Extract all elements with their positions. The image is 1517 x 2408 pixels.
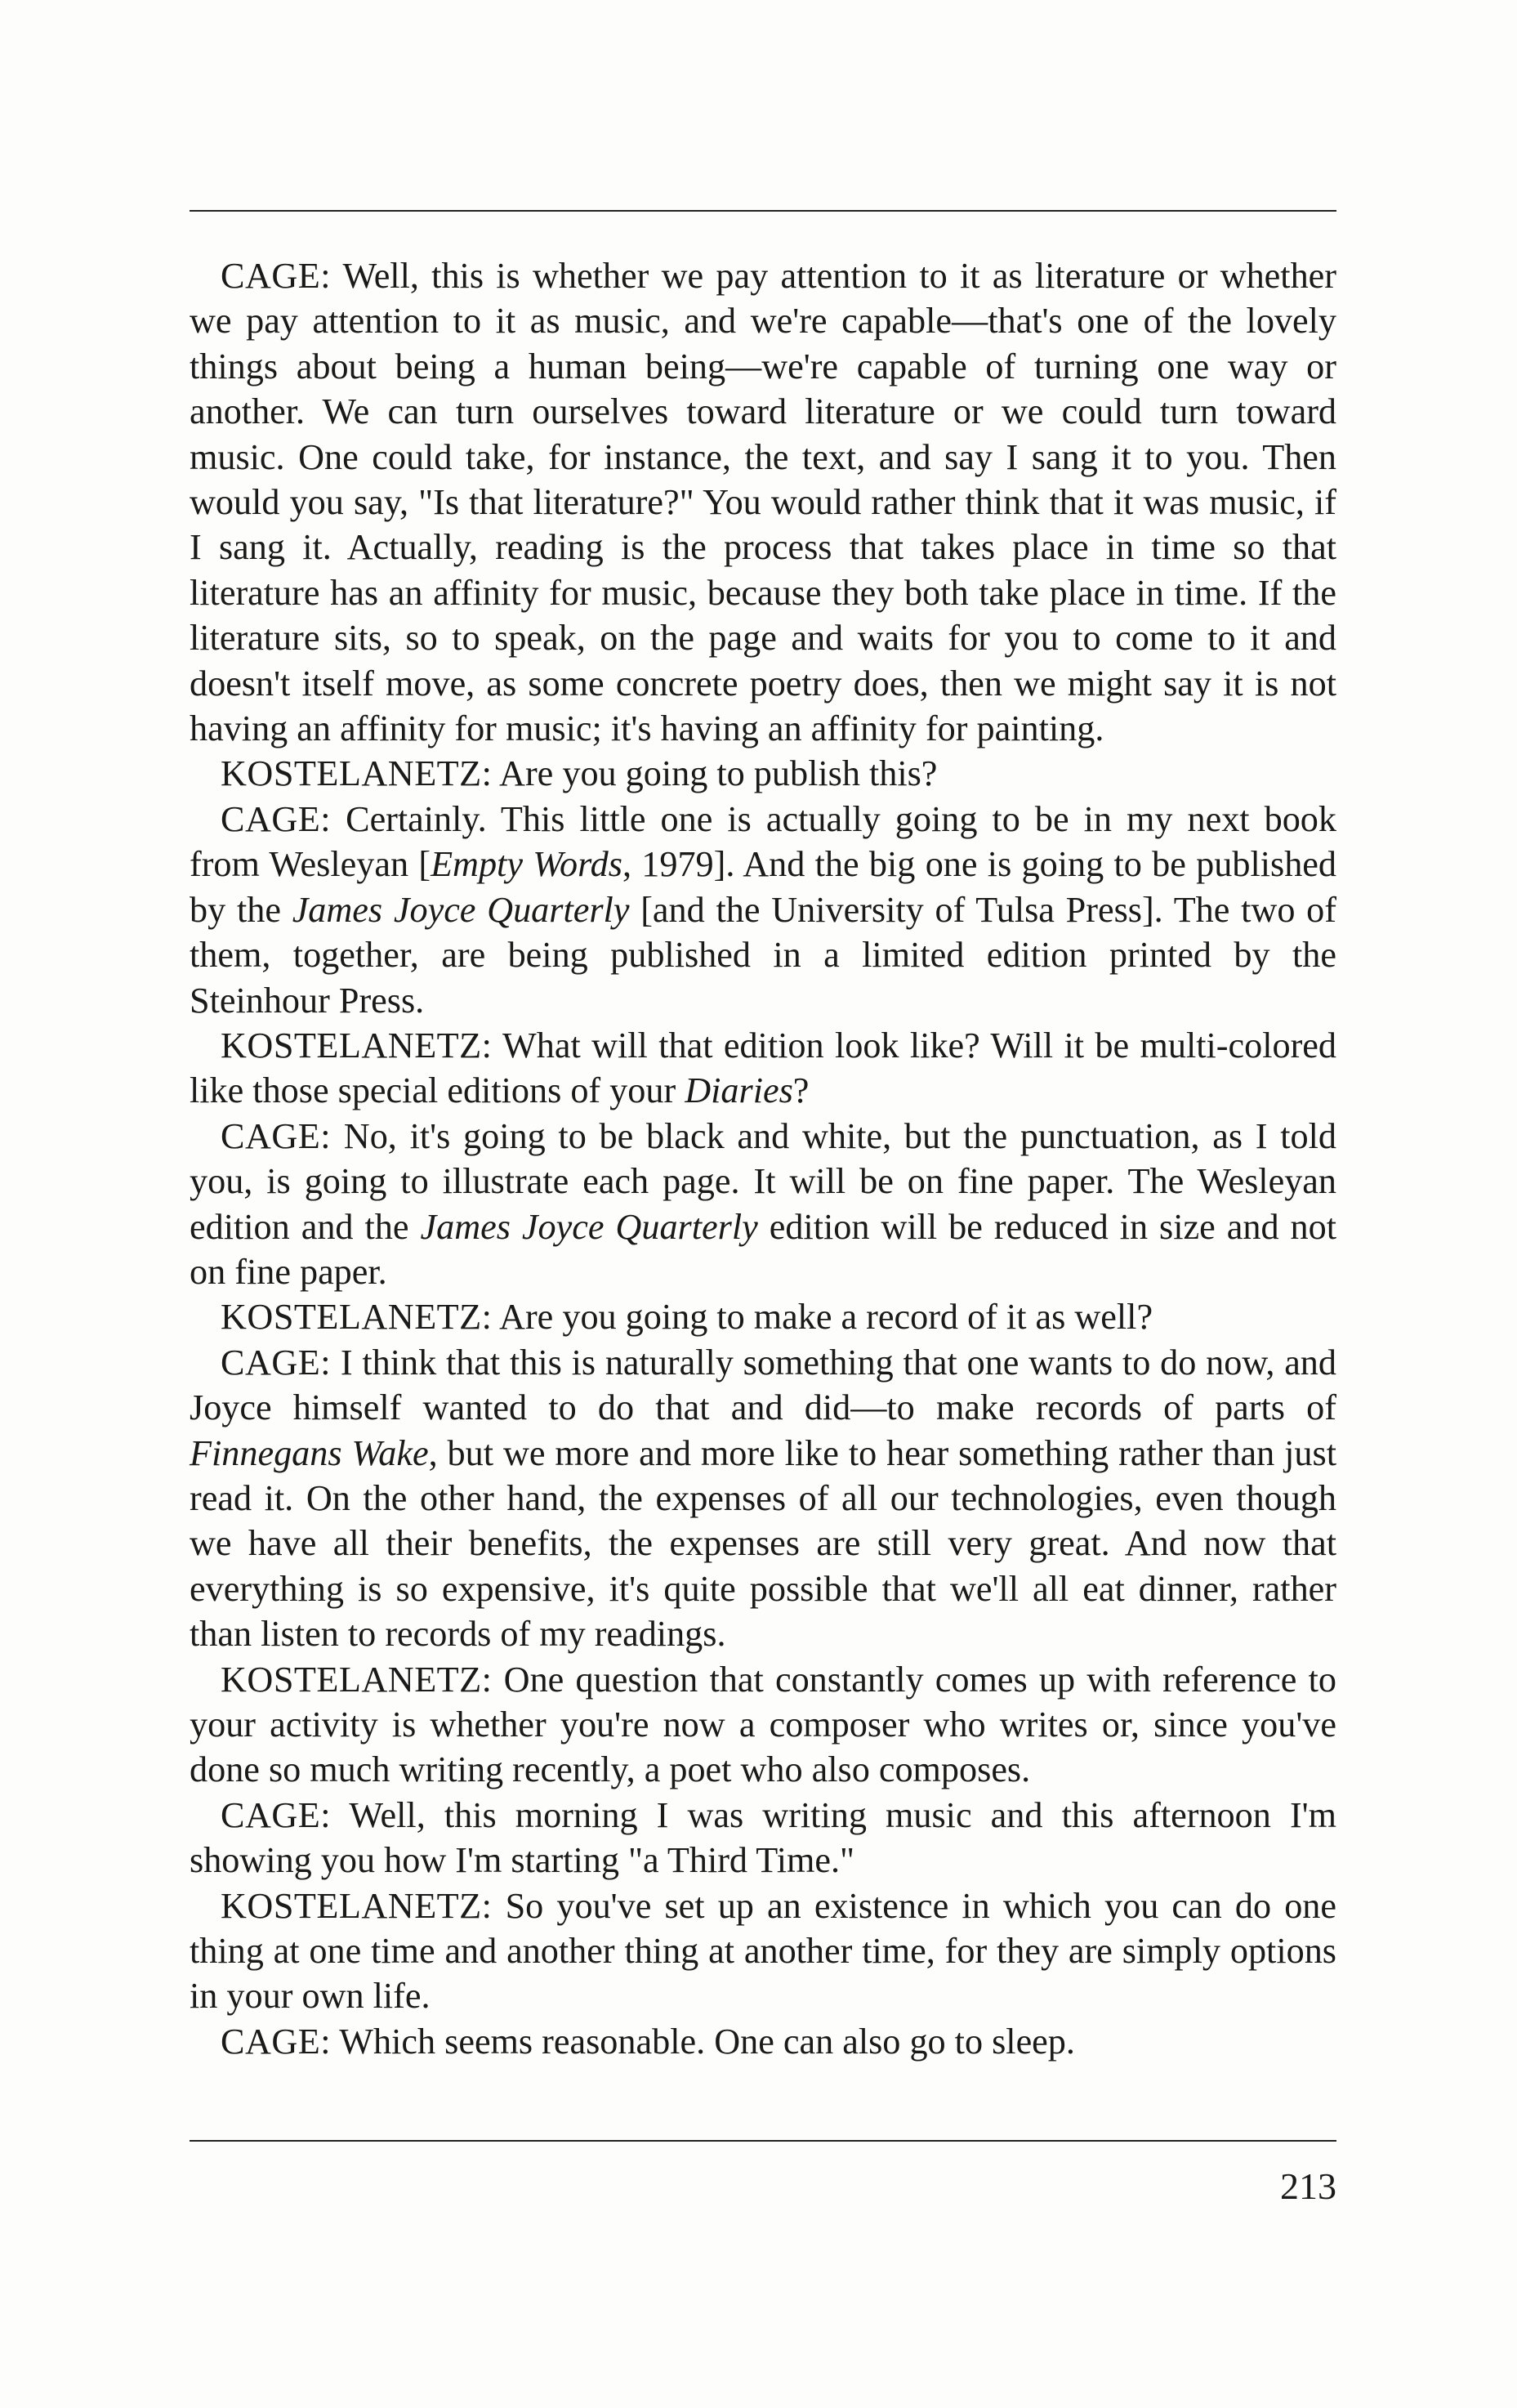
paragraph-3	[190, 797, 1336, 1023]
title-finnegans-wake: Finnegans Wake	[190, 1432, 429, 1473]
top-rule	[190, 210, 1336, 212]
paragraph-text: ?	[792, 1070, 810, 1111]
paragraph-text: Which seems reasonable. One can also go to sleep.	[331, 2021, 1075, 2062]
paragraph-text: Are you going to publish this?	[492, 753, 938, 794]
speaker-label: CAGE:	[221, 1342, 332, 1383]
speaker-label: KOSTELANETZ:	[221, 1025, 493, 1066]
paragraph-text: [and the University of Tulsa Press]. The two of them, together, are being published in a limited edition printed by the Steinhour Press.	[190, 889, 1336, 1021]
paragraph-6	[190, 1294, 1336, 1339]
speaker-label: KOSTELANETZ:	[221, 1659, 493, 1700]
paragraph-text: Are you going to make a record of it as well?	[492, 1297, 1153, 1338]
paragraph-text: edition will be reduced in size and not on fine paper.	[190, 1206, 1336, 1292]
paragraph-4	[190, 1023, 1336, 1114]
speaker-label: CAGE:	[221, 256, 332, 296]
paragraph-10	[190, 1883, 1336, 2019]
speaker-label: CAGE:	[221, 1115, 332, 1156]
paragraph-11	[190, 2019, 1336, 2064]
paragraph-text: Well, this morning I was writing music and this afternoon I'm showing you how I'm starting "a Third Time."	[190, 1794, 1336, 1881]
title-empty-words: Empty Words	[431, 844, 622, 885]
paragraph-7	[190, 1340, 1336, 1657]
paragraph-text: So you've set up an existence in which you can do one thing at one time and another thing at another time, for they are simply options in your own life.	[190, 1885, 1336, 2017]
paragraph-text: , but we more and more like to hear something rather than just read it. On the other hand, the expenses of all our technologies, even though we have all their benefits, the expenses are still very great. And now that everything is so expensive, it's quite possible that we'll all eat dinner, rather than listen to records of my readings.	[190, 1432, 1336, 1655]
paragraph-8	[190, 1657, 1336, 1793]
speaker-label: KOSTELANETZ:	[221, 1885, 493, 1926]
paragraph-text: Certainly. This little one is actually going to be in my next book from Wesleyan [	[190, 798, 1336, 885]
paragraph-2	[190, 751, 1336, 796]
paragraph-text: I think that this is naturally something that one wants to do now, and Joyce himself wanted to do that and did—to make records of parts of	[190, 1342, 1336, 1428]
speaker-label: KOSTELANETZ:	[221, 753, 493, 794]
paragraph-text: What will that edition look like? Will it be multi-colored like those special editions of your	[190, 1025, 1336, 1111]
title-james-joyce-quarterly: James Joyce Quarterly	[292, 889, 630, 930]
paragraph-text: , 1979]. And the big one is going to be published by the	[190, 844, 1336, 930]
speaker-label: CAGE:	[221, 1794, 332, 1835]
paragraph-1	[190, 253, 1336, 751]
paragraph-text: One question that constantly comes up with reference to your activity is whether you're now a composer who writes or, since you've done so much writing recently, a poet who also composes.	[190, 1659, 1336, 1790]
title-diaries: Diaries	[685, 1070, 793, 1111]
title-james-joyce-quarterly: James Joyce Quarterly	[420, 1206, 758, 1247]
page-number: 213	[1280, 2165, 1336, 2207]
speaker-label: CAGE:	[221, 798, 332, 839]
speaker-label: KOSTELANETZ:	[221, 1297, 493, 1338]
bottom-rule	[190, 2140, 1336, 2142]
paragraph-text: No, it's going to be black and white, but the punctuation, as I told you, is going to illustrate each page. It will be on fine paper. The Wesleyan edition and the	[190, 1115, 1336, 1247]
paragraph-9	[190, 1793, 1336, 1883]
speaker-label: CAGE:	[221, 2021, 332, 2062]
interview-text	[190, 253, 1336, 2064]
paragraph-5	[190, 1114, 1336, 1295]
paragraph-text: Well, this is whether we pay attention to it as literature or whether we pay attention to it as music, and we're capable—that's one of the lovely things about being a human being—we're capable of turning one way or another. We can turn ourselves toward literature or we could turn toward music. One could take, for instance, the text, and say I sang it to you. Then would you say, "Is that literature?" You would rather think that it was music, if I sang it. Actually, reading is the process that takes place in time so that literature has an affinity for music, because they both take place in time. If the literature sits, so to speak, on the page and waits for you to come to it and doesn't itself move, as some concrete poetry does, then we might say it is not having an affinity for music; it's having an affinity for painting.	[190, 256, 1336, 749]
